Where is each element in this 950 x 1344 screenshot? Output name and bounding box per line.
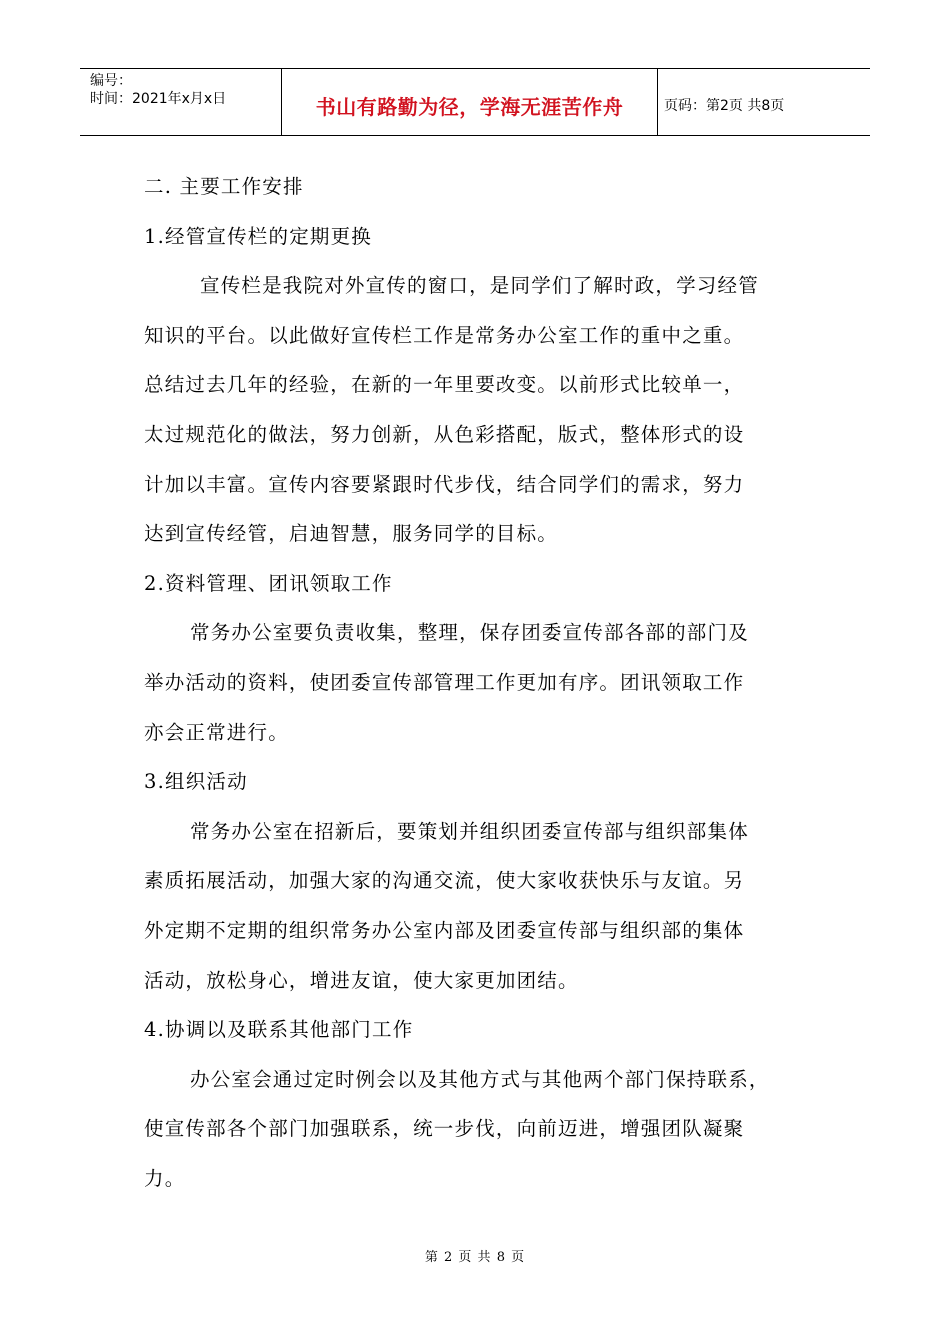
number-label: 编号： <box>90 73 132 89</box>
subsection-heading-1: 1.经管宣传栏的定期更换 <box>144 224 373 248</box>
subsection-heading-3: 3.组织活动 <box>144 770 248 794</box>
paragraph-line: 外定期不定期的组织常务办公室内部及团委宣传部与组织部的集体 <box>144 918 745 942</box>
motto-text: 书山有路勤为径，学海无涯苦作舟 <box>315 94 624 119</box>
paragraph-line: 达到宣传经管，启迪智慧，服务同学的目标。 <box>144 522 559 546</box>
section-heading: 二. 主要工作安排 <box>144 175 304 198</box>
paragraph-line: 活动，放松身心，增进友谊，使大家更加团结。 <box>144 968 579 992</box>
document-header <box>80 68 870 136</box>
paragraph-line: 计加以丰富。宣传内容要紧跟时代步伐，结合同学们的需求，努力 <box>144 472 745 496</box>
header-motto-cell <box>282 69 658 135</box>
paragraph-line: 举办活动的资料，使团委宣传部管理工作更加有序。团讯领取工作 <box>144 670 745 694</box>
subsection-heading-4: 4.协调以及联系其他部门工作 <box>144 1018 414 1042</box>
paragraph-line: 总结过去几年的经验，在新的一年里要改变。以前形式比较单一， <box>144 373 745 397</box>
paragraph-line: 常务办公室在招新后，要策划并组织团委宣传部与组织部集体 <box>190 819 749 843</box>
paragraph-line: 办公室会通过定时例会以及其他方式与其他两个部门保持联系， <box>190 1067 770 1091</box>
paragraph-line: 宣传栏是我院对外宣传的窗口，是同学们了解时政，学习经管 <box>200 274 759 298</box>
page-footer: 第 2 页 共 8 页 <box>424 1250 526 1265</box>
page-info: 页码：第2页 共8页 <box>664 98 785 114</box>
paragraph-line: 力。 <box>144 1166 186 1190</box>
paragraph-line: 使宣传部各个部门加强联系，统一步伐，向前迈进，增强团队凝聚 <box>144 1117 745 1141</box>
paragraph-line: 太过规范化的做法，努力创新，从色彩搭配，版式，整体形式的设 <box>144 422 745 446</box>
paragraph-line: 知识的平台。以此做好宣传栏工作是常务办公室工作的重中之重。 <box>144 323 745 347</box>
time-label: 时间：2021年x月x日 <box>90 91 227 107</box>
subsection-heading-2: 2.资料管理、团讯领取工作 <box>144 571 393 595</box>
header-page-cell <box>658 69 870 135</box>
header-meta-cell <box>80 69 282 135</box>
document-body <box>144 162 834 1203</box>
paragraph-line: 亦会正常进行。 <box>144 720 289 744</box>
paragraph-line: 常务办公室要负责收集，整理，保存团委宣传部各部的部门及 <box>190 621 749 645</box>
paragraph-line: 素质拓展活动，加强大家的沟通交流，使大家收获快乐与友谊。另 <box>144 869 745 893</box>
